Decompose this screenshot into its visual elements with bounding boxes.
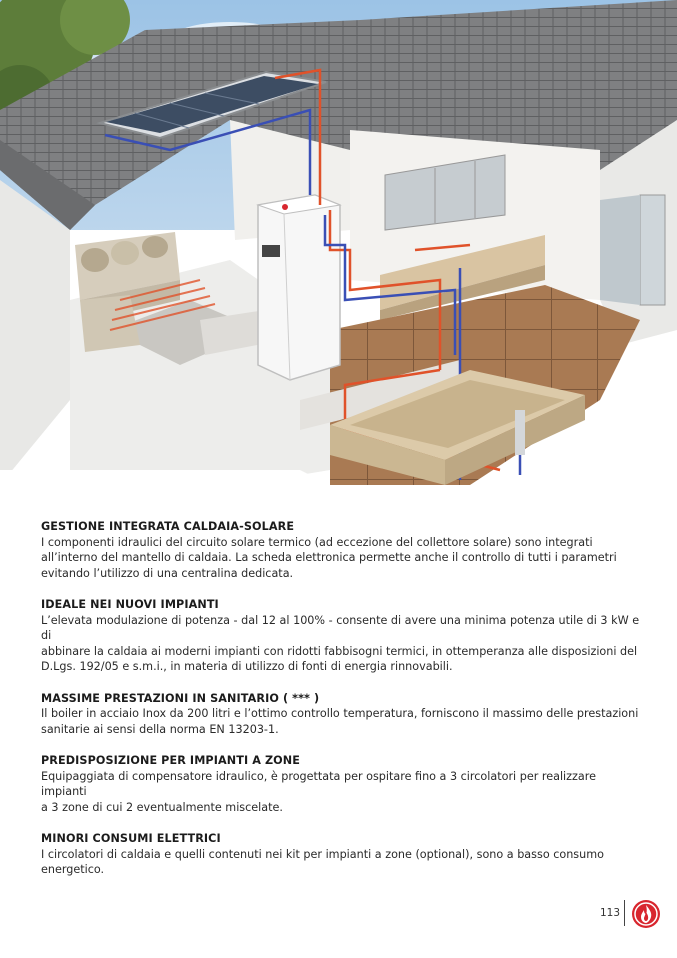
footer-divider (624, 900, 625, 926)
section-title: IDEALE NEI NUOVI IMPIANTI (41, 598, 219, 611)
section-title: PREDISPOSIZIONE PER IMPIANTI A ZONE (41, 754, 300, 767)
section-line: Equipaggiata di compensatore idraulico, è progettata per ospitare fino a 3 circolatori per realizzare impianti (41, 769, 596, 798)
section-sanitary-performance (41, 691, 641, 738)
features-text (41, 519, 641, 894)
section-line: D.Lgs. 192/05 e s.m.i., in materia di utilizzo di fonti di energia rinnovabili. (41, 660, 453, 673)
section-line: a 3 zone di cui 2 eventualmente miscelate. (41, 800, 283, 814)
section-line: all’interno del mantello di caldaia. La scheda elettronica permette anche il controllo di tutti i parametri (41, 551, 617, 564)
section-zone-systems (41, 753, 641, 815)
section-line: sanitarie ai sensi della norma EN 13203-1. (41, 722, 279, 736)
section-line: Il boiler in acciaio Inox da 200 litri e l’ottimo controllo temperatura, forniscono il massimo delle prestazioni (41, 707, 639, 720)
section-line: abbinare la caldaia ai moderni impianti con ridotti fabbisogni termici, in ottemperanza alle disposizioni del (41, 644, 638, 658)
page-number: 113 (600, 907, 621, 919)
section-low-consumption (41, 831, 641, 878)
section-line: I componenti idraulici del circuito solare termico (ad eccezione del collettore solare) sono integrati (41, 535, 593, 549)
section-line: I circolatori di caldaia e quelli contenuti nei kit per impianti a zone (optional), sono a basso consumo (41, 847, 604, 861)
section-title: GESTIONE INTEGRATA CALDAIA-SOLARE (41, 520, 295, 533)
section-title: MINORI CONSUMI ELETTRICI (41, 832, 221, 845)
section-new-installations (41, 597, 641, 675)
section-integrated-boiler-solar (41, 519, 641, 581)
section-line: evitando l’utilizzo di una centralina dedicata. (41, 566, 294, 580)
section-title: MASSIME PRESTAZIONI IN SANITARIO ( *** ) (41, 691, 320, 705)
section-line: energetico. (41, 863, 105, 876)
flame-logo-icon (631, 899, 661, 933)
section-line: L’elevata modulazione di potenza - dal 12 al 100% - consente di avere una minima potenza utile di 3 kW e di (41, 613, 640, 642)
